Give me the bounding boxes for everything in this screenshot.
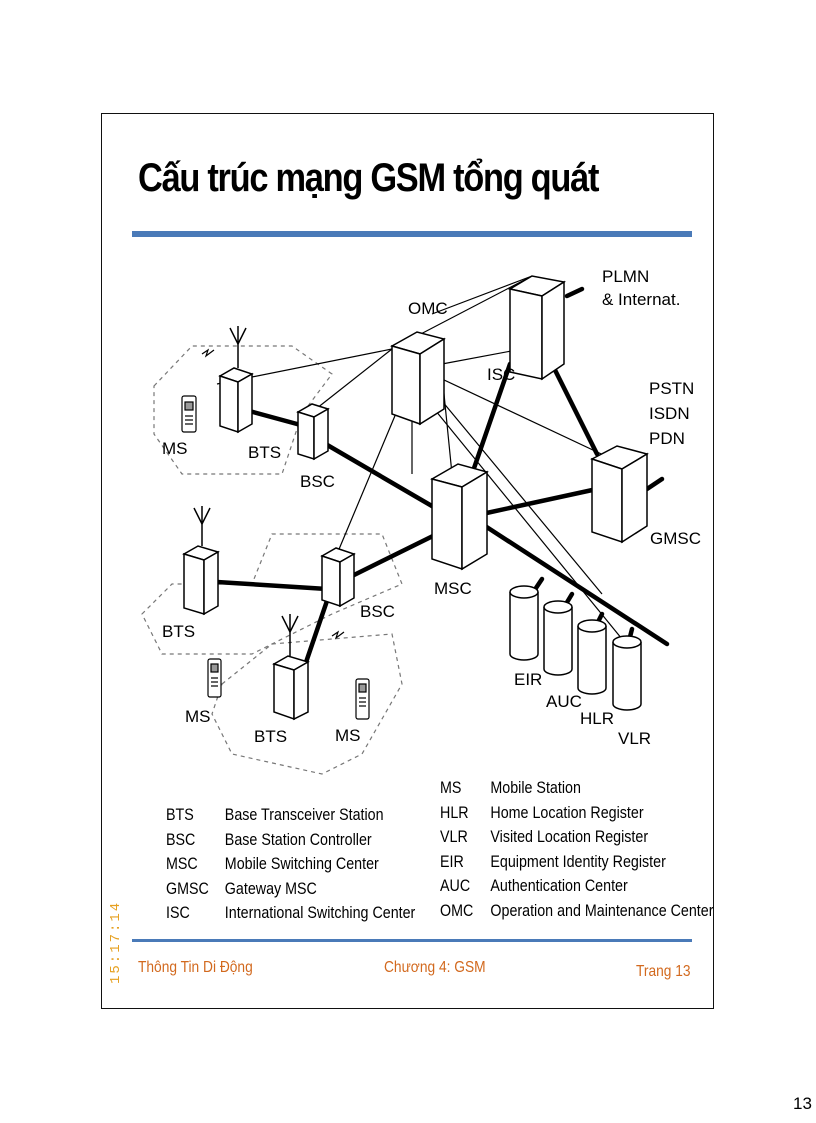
legend-row: MS Mobile Station <box>440 778 581 797</box>
footer-divider <box>132 939 692 942</box>
legend-row: BSC Base Station Controller <box>166 829 372 849</box>
link-gmsc-pstn <box>647 479 662 489</box>
timestamp: 15:17:14 <box>108 900 124 984</box>
bts-left-node <box>184 506 218 614</box>
legend-left <box>166 803 415 926</box>
label-isdn: ISDN <box>649 404 690 423</box>
label-bts-top: BTS <box>248 443 282 462</box>
label-bsc-mid: BSC <box>360 602 395 621</box>
slide-title: Cấu trúc mạng GSM tổng quát <box>138 156 599 200</box>
label-ms-bottom: MS <box>335 726 361 745</box>
label-plmn-internat: & Internat. <box>602 290 681 309</box>
label-eir: EIR <box>514 670 543 689</box>
link-msc-gmsc <box>482 489 597 514</box>
legend-row: OMC Operation and Maintenance Center <box>440 900 714 920</box>
ms-top-phone <box>182 396 196 432</box>
label-bts-left: BTS <box>162 622 196 641</box>
bsc-mid-node <box>322 548 354 606</box>
legend-row: EIR Equipment Identity Register <box>440 851 666 871</box>
gmsc-node <box>592 446 647 542</box>
legend-row: BTS Base Transceiver Station <box>166 805 384 824</box>
label-pstn: PSTN <box>649 379 695 398</box>
label-isc: ISC <box>487 365 516 384</box>
msc-node <box>432 464 487 569</box>
label-bts-bottom: BTS <box>254 727 288 746</box>
legend-row: MSC Mobile Switching Center <box>166 854 379 873</box>
label-auc: AUC <box>546 692 582 711</box>
footer-course: Thông Tin Di Động <box>138 959 253 976</box>
link-bsc-msc-top <box>317 439 437 509</box>
legend-right <box>440 776 713 923</box>
footer-chapter: Chương 4: GSM <box>384 959 486 976</box>
label-msc: MSC <box>434 579 472 598</box>
link-bts-bsc-mid <box>217 582 327 589</box>
isc-node <box>510 276 564 379</box>
auc-cylinder <box>544 601 572 675</box>
slide <box>101 113 714 1009</box>
legend-row: AUC Authentication Center <box>440 876 628 895</box>
legend-row: HLR Home Location Register <box>440 802 644 822</box>
eir-cylinder <box>510 586 538 660</box>
legend-row: ISC International Switching Center <box>166 903 416 922</box>
label-ms-top: MS <box>162 439 188 458</box>
footer-page: Trang 13 <box>636 963 691 980</box>
ms-bottom-phone <box>356 679 369 719</box>
label-vlr: VLR <box>618 729 652 748</box>
label-omc: OMC <box>408 299 448 318</box>
label-plmn: PLMN <box>602 267 650 286</box>
vlr-cylinder <box>613 636 641 710</box>
page-number: 13 <box>793 1094 812 1113</box>
omc-node <box>392 332 444 424</box>
legend-row: GMSC Gateway MSC <box>166 878 317 898</box>
label-ms-mid: MS <box>185 707 211 726</box>
label-pdn: PDN <box>649 429 685 448</box>
bts-bottom-node <box>274 614 308 719</box>
label-gmsc: GMSC <box>650 529 701 548</box>
link-bsc-msc-mid <box>352 534 437 576</box>
bsc-top-node <box>298 404 328 459</box>
legend-row: VLR Visited Location Register <box>440 827 649 846</box>
hlr-cylinder <box>578 620 606 694</box>
label-hlr: HLR <box>580 709 615 728</box>
label-bsc-top: BSC <box>300 472 335 491</box>
link-isc-plmn <box>567 289 582 296</box>
ms-mid-phone <box>208 659 221 697</box>
bts-top-node <box>220 326 252 432</box>
